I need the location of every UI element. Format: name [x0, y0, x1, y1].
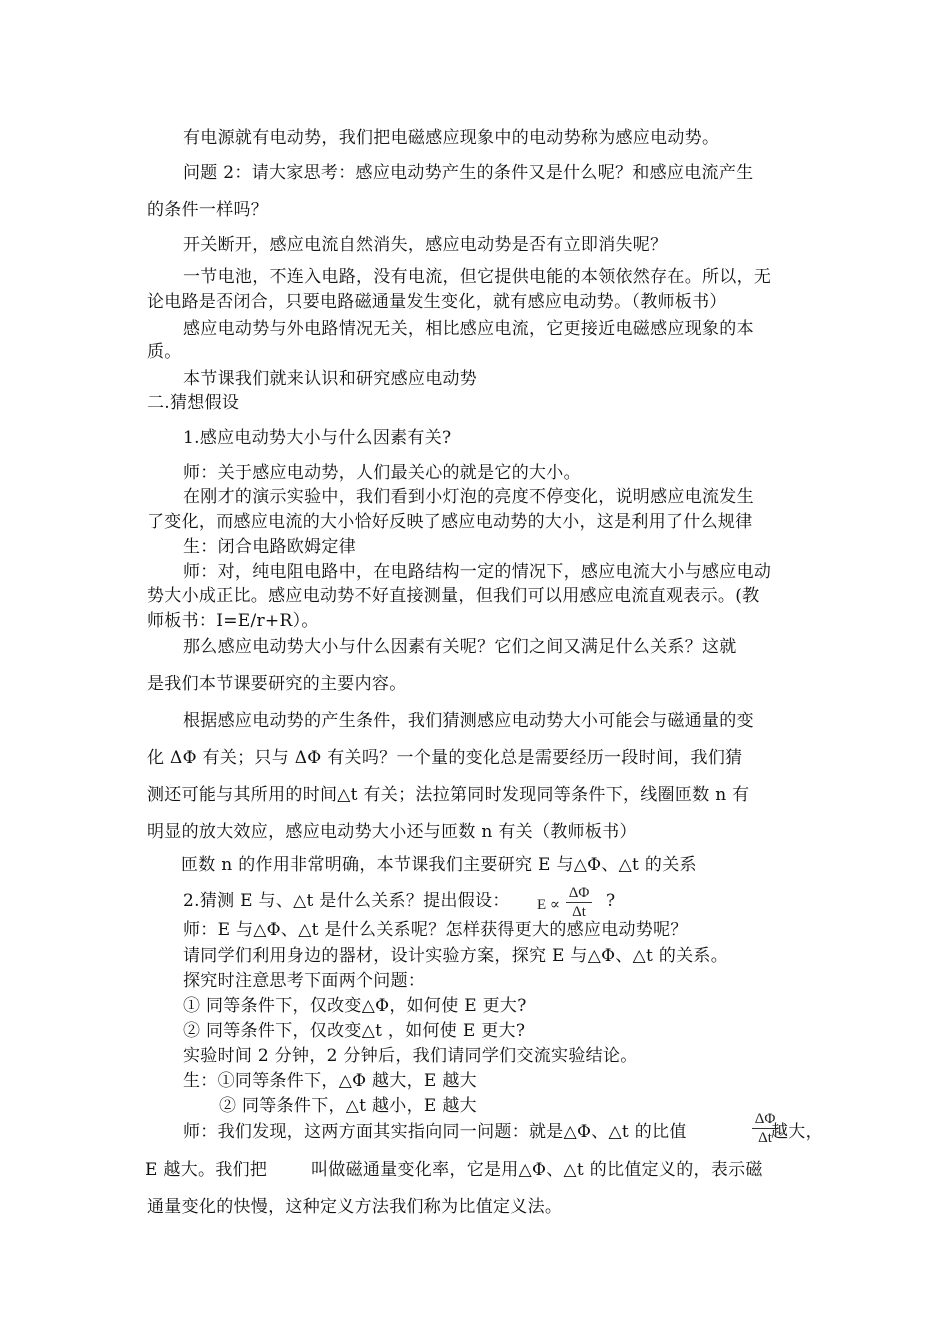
paragraph-line: 化 ΔΦ 有关；只与 ΔΦ 有关吗？一个量的变化总是需要经历一段时间，我们猜 — [147, 748, 743, 768]
list-item: 生：①同等条件下，△Φ 越大，E 越大 — [183, 1071, 477, 1091]
paragraph-line: 问题 2：请大家思考：感应电动势产生的条件又是什么呢？和感应电流产生 — [183, 163, 754, 183]
paragraph-line: 师：对，纯电阻电路中，在电路结构一定的情况下，感应电流大小与感应电动 — [183, 562, 772, 582]
paragraph-line: 师板书：I=E/r+R）。 — [147, 611, 319, 631]
paragraph-line: 一节电池，不连入电路，没有电流，但它提供电能的本领依然存在。所以，无 — [183, 267, 772, 287]
paragraph-line: 根据感应电动势的产生条件，我们猜测感应电动势大小可能会与磁通量的变 — [183, 711, 754, 731]
list-item: ① 同等条件下，仅改变△Φ，如何使 E 更大? — [183, 996, 527, 1016]
paragraph-line: 师：我们发现，这两方面其实指向同一问题：就是△Φ、△t 的比值 — [183, 1122, 687, 1142]
paragraph-line: E 越大。我们把 — [145, 1160, 268, 1180]
paragraph-line: 生：闭合电路欧姆定律 — [183, 537, 356, 557]
paragraph-line: 匝数 n 的作用非常明确，本节课我们主要研究 E 与△Φ、△t 的关系 — [181, 855, 697, 875]
paragraph-line: 实验时间 2 分钟，2 分钟后，我们请同学们交流实验结论。 — [183, 1046, 638, 1066]
paragraph-line: 通量变化的快慢，这种定义方法我们称为比值定义法。 — [147, 1197, 563, 1217]
list-item: ② 同等条件下，△t 越小，E 越大 — [219, 1096, 477, 1116]
formula-numerator: ΔΦ — [568, 885, 590, 901]
paragraph-line: 请同学们利用身边的器材，设计实验方案，探究 E 与△Φ、△t 的关系。 — [183, 946, 729, 966]
rate-denominator: Δt — [758, 1130, 772, 1146]
section-heading: 二.猜想假设 — [147, 393, 240, 413]
formula-lhs: E ∝ — [537, 897, 561, 913]
paragraph-line: 是我们本节课要研究的主要内容。 — [147, 674, 407, 694]
rate-numerator: ΔΦ — [754, 1111, 776, 1127]
paragraph-line: 那么感应电动势大小与什么因素有关呢？它们之间又满足什么关系？这就 — [183, 637, 737, 657]
paragraph-line: 越大， — [771, 1122, 823, 1142]
paragraph-line: 师：关于感应电动势，人们最关心的就是它的大小。 — [183, 463, 581, 483]
formula-fraction — [566, 885, 592, 920]
paragraph-line: 开关断开，感应电流自然消失，感应电动势是否有立即消失呢？ — [183, 235, 668, 255]
paragraph-line: 了变化，而感应电流的大小恰好反映了感应电动势的大小，这是利用了什么规律 — [147, 512, 753, 532]
paragraph-line: 的条件一样吗？ — [147, 200, 269, 220]
list-item: ② 同等条件下，仅改变△t ，如何使 E 更大? — [183, 1021, 526, 1041]
paragraph-line: 明显的放大效应，感应电动势大小还与匝数 n 有关（教师板书） — [147, 822, 637, 842]
paragraph-line: 师：E 与△Φ、△t 是什么关系呢？怎样获得更大的感应电动势呢？ — [183, 920, 688, 940]
paragraph-line: 在刚才的演示实验中，我们看到小灯泡的亮度不停变化，说明感应电流发生 — [183, 487, 754, 507]
paragraph-line: 有电源就有电动势，我们把电磁感应现象中的电动势称为感应电动势。 — [183, 128, 720, 148]
paragraph-line: 感应电动势与外电路情况无关，相比感应电流，它更接近电磁感应现象的本 — [183, 319, 754, 339]
paragraph-line: 势大小成正比。感应电动势不好直接测量，但我们可以用感应电流直观表示。(教 — [147, 586, 760, 606]
paragraph-line: 探究时注意思考下面两个问题： — [183, 971, 426, 991]
subsection-heading: 1.感应电动势大小与什么因素有关? — [183, 428, 452, 448]
paragraph-line: 测还可能与其所用的时间△t 有关；法拉第同时发现同等条件下，线圈匝数 n 有 — [147, 785, 750, 805]
subsection-heading: 2.猜测 E 与、△t 是什么关系？提出假设： — [183, 891, 510, 911]
formula-denominator: Δt — [572, 904, 586, 920]
paragraph-line: 本节课我们就来认识和研究感应电动势 — [183, 369, 478, 389]
fraction-bar — [566, 902, 592, 903]
paragraph-line: 论电路是否闭合，只要电路磁通量发生变化，就有感应电动势。（教师板书） — [147, 292, 727, 312]
question-mark: ? — [606, 891, 616, 911]
paragraph-line: 叫做磁通量变化率，它是用△Φ、△t 的比值定义的，表示磁 — [311, 1160, 763, 1180]
paragraph-line: 质。 — [147, 342, 182, 362]
